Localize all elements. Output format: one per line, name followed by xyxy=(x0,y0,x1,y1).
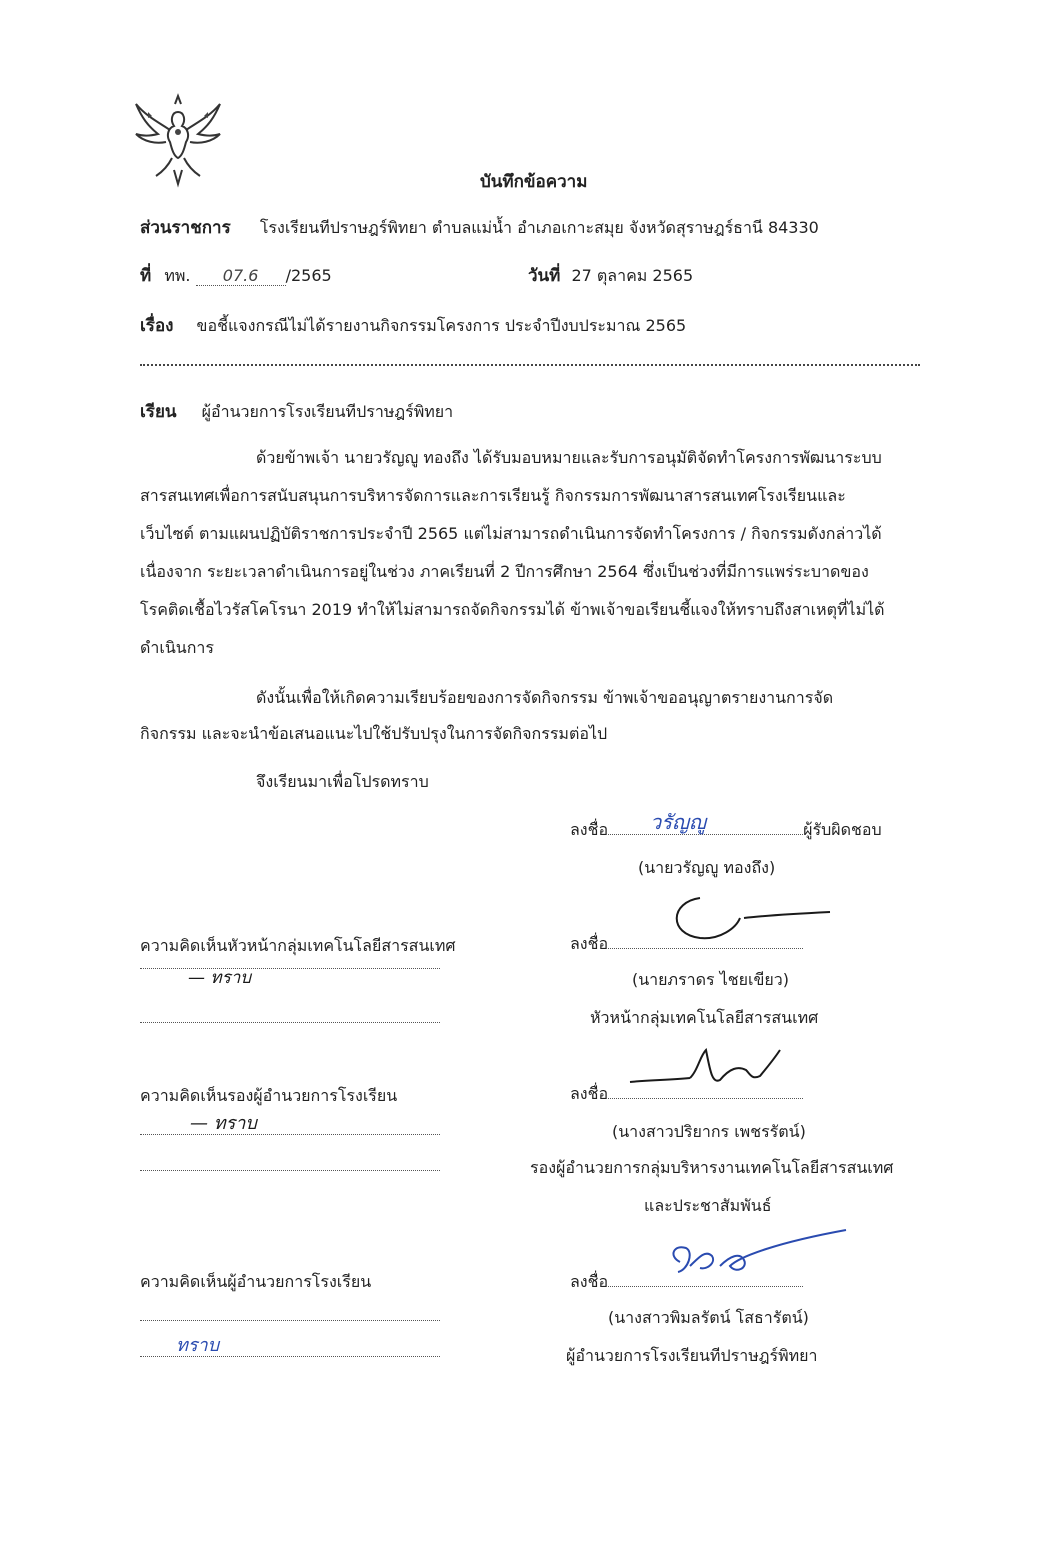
director-opinion-note: ทราบ xyxy=(176,1335,220,1356)
subject-value: ขอชี้แจงกรณีไม่ได้รายงานกิจกรรมโครงการ ประจำปีงบประมาณ 2565 xyxy=(196,316,687,335)
opinion-line xyxy=(140,1356,440,1357)
head-opinion-label: ความคิดเห็นหัวหน้ากลุ่มเทคโนโลยีสารสนเทศ xyxy=(140,936,456,955)
number-fill: 07.6 xyxy=(196,266,286,286)
subject-line xyxy=(140,312,686,339)
head-title: หัวหน้ากลุ่มเทคโนโลยีสารสนเทศ xyxy=(590,1008,819,1027)
body-line: ดำเนินการ xyxy=(140,638,214,657)
responsible-sign-line xyxy=(570,818,882,843)
sign-label: ลงชื่อ xyxy=(570,1084,609,1103)
head-name: (นายภราดร ไชยเขียว) xyxy=(632,970,790,989)
dash: — xyxy=(190,1113,214,1134)
sign-label: ลงชื่อ xyxy=(570,1272,609,1291)
body-line: ดังนั้นเพื่อให้เกิดความเรียบร้อยของการจัดกิจกรรม ข้าพเจ้าขออนุญาตรายงานการจัด xyxy=(256,688,834,707)
opinion-line xyxy=(140,1170,440,1171)
responsible-signature: วรัญญู xyxy=(650,810,707,834)
head-signature-icon xyxy=(660,888,840,948)
body-line: กิจกรรม และจะนำข้อเสนอแนะไปใช้ปรับปรุงในการจัดกิจกรรมต่อไป xyxy=(140,724,608,743)
director-name: (นางสาวพิมลรัตน์ โสธารัตน์) xyxy=(608,1308,809,1327)
subject-label: เรื่อง xyxy=(140,316,174,336)
number-prefix: ทพ. xyxy=(164,266,191,285)
opinion-line xyxy=(140,1320,440,1321)
body-line: ด้วยข้าพเจ้า นายวรัญญู ทองถึง ได้รับมอบหมายและรับการอนุมัติจัดทำโครงการพัฒนาระบบ xyxy=(256,448,882,467)
separator xyxy=(140,364,920,366)
opinion-line xyxy=(140,1134,440,1135)
head-opinion-note xyxy=(188,964,251,991)
head-opinion-text: ทราบ xyxy=(210,968,252,988)
deputy-title-1: รองผู้อำนวยการกลุ่มบริหารงานเทคโนโลยีสารสนเทศ xyxy=(530,1158,894,1177)
director-signature-icon xyxy=(660,1226,850,1290)
number-suffix: /2565 xyxy=(285,266,332,285)
body-line: สารสนเทศเพื่อการสนับสนุนการบริหารจัดการและการเรียนรู้ กิจกรรมการพัฒนาสารสนเทศโรงเรียนและ xyxy=(140,486,846,505)
director-opinion-label: ความคิดเห็นผู้อำนวยการโรงเรียน xyxy=(140,1272,372,1291)
sign-label: ลงชื่อ xyxy=(570,934,609,953)
memo-heading: บันทึกข้อความ xyxy=(480,172,588,192)
to-label: เรียน xyxy=(140,402,177,422)
deputy-opinion-label: ความคิดเห็นรองผู้อำนวยการโรงเรียน xyxy=(140,1086,398,1105)
deputy-title-2: และประชาสัมพันธ์ xyxy=(644,1196,772,1215)
dash: — xyxy=(188,968,211,988)
director-title: ผู้อำนวยการโรงเรียนทีปราษฎร์พิทยา xyxy=(566,1346,818,1365)
date-value: 27 ตุลาคม 2565 xyxy=(571,266,694,285)
to-line xyxy=(140,398,453,425)
body-line: เนื่องจาก ระยะเวลาดำเนินการอยู่ในช่วง ภาคเรียนที่ 2 ปีการศึกษา 2564 ซึ่งเป็นช่วงที่มีการแพร่ระบาดของ xyxy=(140,562,869,581)
opinion-line xyxy=(140,1022,440,1023)
deputy-opinion-note xyxy=(190,1108,257,1137)
agency-label: ส่วนราชการ xyxy=(140,218,231,238)
number-line xyxy=(140,262,332,289)
deputy-signature-icon xyxy=(620,1040,800,1100)
agency-line xyxy=(140,214,819,241)
date-label: วันที่ xyxy=(528,266,561,286)
responsible-suffix: ผู้รับผิดชอบ xyxy=(803,820,882,839)
opinion-line xyxy=(140,968,440,969)
to-value: ผู้อำนวยการโรงเรียนทีปราษฎร์พิทยา xyxy=(201,402,454,421)
body-line: โรคติดเชื้อไวรัสโคโรนา 2019 ทำให้ไม่สามารถจัดกิจกรรมได้ ข้าพเจ้าขอเรียนชี้แจงให้ทราบถึงสาเหตุที่ไม่ได้ xyxy=(140,600,885,619)
deputy-opinion-text: ทราบ xyxy=(213,1113,257,1134)
closing-text: จึงเรียนมาเพื่อโปรดทราบ xyxy=(256,772,429,791)
garuda-emblem-icon xyxy=(128,92,228,192)
sign-label: ลงชื่อ xyxy=(570,820,609,839)
agency-value: โรงเรียนทีปราษฎร์พิทยา ตำบลแม่น้ำ อำเภอเกาะสมุย จังหวัดสุราษฎร์ธานี 84330 xyxy=(259,218,819,237)
responsible-name: (นายวรัญญู ทองถึง) xyxy=(638,858,776,877)
number-label: ที่ xyxy=(140,266,152,286)
body-line: เว็บไซต์ ตามแผนปฏิบัติราชการประจำปี 2565 แต่ไม่สามารถดำเนินการจัดทำโครงการ / กิจกรรมดังกล่าวได้ xyxy=(140,524,882,543)
deputy-name: (นางสาวปริยากร เพชรรัตน์) xyxy=(612,1122,806,1141)
date-line xyxy=(528,262,693,289)
